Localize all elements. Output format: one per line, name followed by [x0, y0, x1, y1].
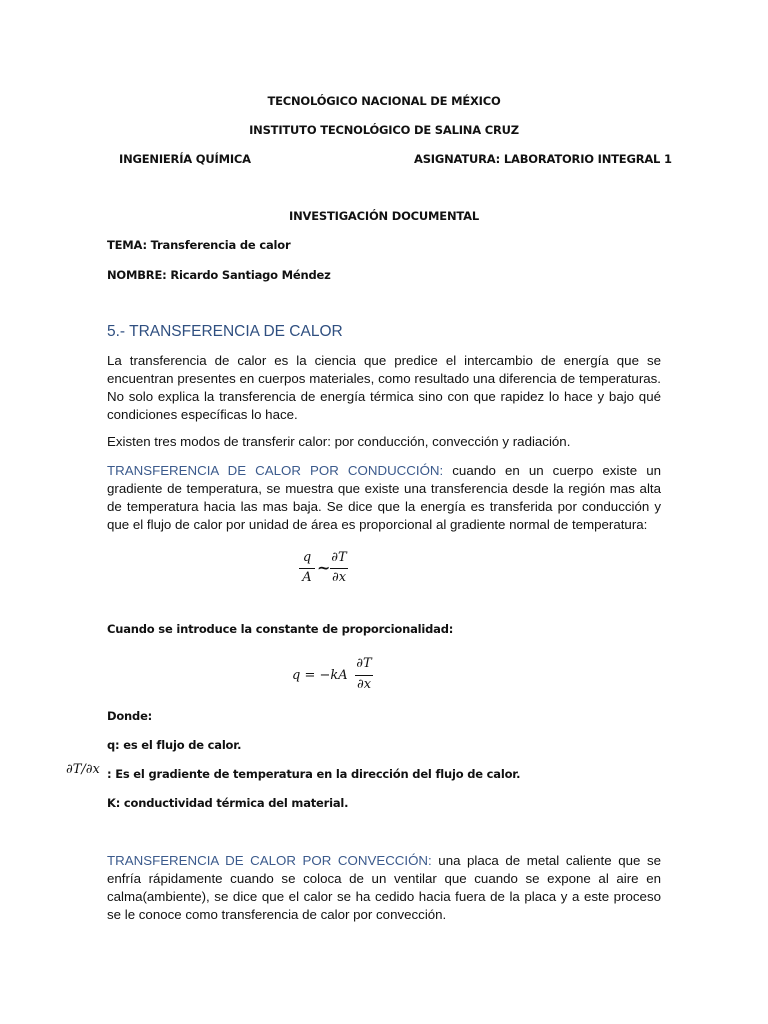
definition-gradient: : Es el gradiente de temperatura en la dirección del flujo de calor. [107, 767, 521, 781]
document-type: INVESTIGACIÓN DOCUMENTAL [289, 209, 479, 223]
conduction-text: cuando en un cuerpo existe un gradiente de temperatura, se muestra que existe una transferencia desde la región mas alta de temperatura hacia las mas baja. Se dice que la energía es transferida por conducción y que el flujo de calor por unidad de área es proporcional al gradiente normal de temperatura: [107, 463, 661, 532]
convection-subtitle: TRANSFERENCIA DE CALOR POR CONVECCIÓN: [107, 853, 432, 868]
convection-paragraph [107, 852, 661, 924]
formula1-denominator-right: ∂x [331, 570, 347, 585]
constant-text: Cuando se introduce la constante de proporcionalidad: [107, 622, 454, 636]
formula-proportional [296, 550, 356, 590]
intro-paragraph: La transferencia de calor es la ciencia que predice el intercambio de energía que se encuentran presentes en cuerpos materiales, como resultado una diferencia de temperaturas. No solo explica la transferencia de energía térmica sino con que rapidez lo hace y bajo qué condiciones específicas lo hace. [107, 353, 661, 422]
formula1-bar-right [330, 568, 348, 569]
conduction-paragraph [107, 462, 661, 534]
formula1-numerator-right: ∂T [331, 550, 347, 565]
formula1-bar-left [299, 568, 315, 569]
institute-name: INSTITUTO TECNOLÓGICO DE SALINA CRUZ [249, 123, 519, 137]
author-line: NOMBRE: Ricardo Santiago Méndez [107, 268, 331, 282]
formula2-bar [355, 675, 373, 676]
program-name: INGENIERÍA QUÍMICA [119, 152, 251, 166]
topic-line: TEMA: Transferencia de calor [107, 238, 291, 252]
definition-k: K: conductividad térmica del material. [107, 796, 349, 810]
formula2-numerator: ∂T [356, 656, 372, 671]
where-label: Donde: [107, 709, 153, 723]
subject-name: ASIGNATURA: LABORATORIO INTEGRAL 1 [414, 152, 672, 166]
formula2-lhs: q = −kA [292, 668, 348, 683]
gradient-symbol: ∂T/∂x [66, 762, 100, 777]
convection-text: una placa de metal caliente que se enfría rápidamente cuando se coloca de un ventilar que cuando se expone al aire en calma(ambiente), se dice que el calor se ha cedido hacia fuera de la placa y a este proceso se le conoce como transferencia de calor por convección. [107, 853, 661, 922]
institution-name: TECNOLÓGICO NACIONAL DE MÉXICO [267, 94, 501, 108]
conduction-subtitle: TRANSFERENCIA DE CALOR POR CONDUCCIÓN: [107, 463, 444, 478]
formula-fourier [292, 656, 382, 700]
modes-paragraph: Existen tres modos de transferir calor: por conducción, convección y radiación. [107, 434, 571, 449]
formula2-denominator: ∂x [356, 677, 372, 692]
formula1-similar: ~ [317, 558, 331, 577]
formula1-numerator-left: q [302, 550, 312, 565]
definition-q: q: es el flujo de calor. [107, 738, 242, 752]
formula1-denominator-left: A [302, 570, 312, 585]
section-title: 5.- TRANSFERENCIA DE CALOR [107, 323, 343, 340]
